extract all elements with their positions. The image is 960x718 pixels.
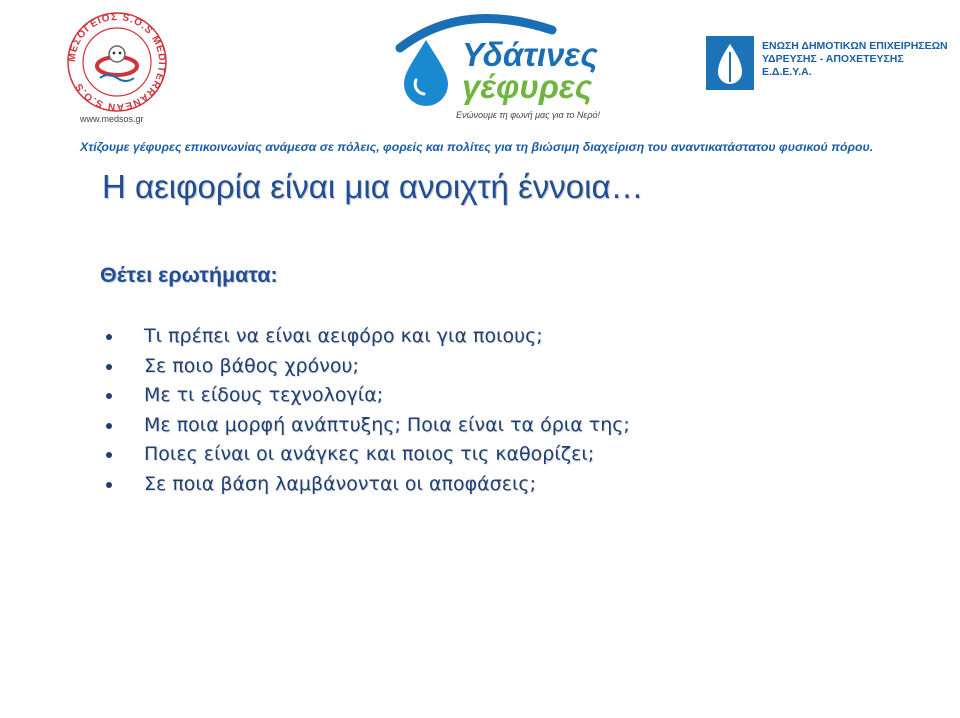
bullet-icon [106,334,112,340]
bullet-icon [106,452,112,458]
slide-title: Η αειφορία είναι μια ανοιχτή έννοια… [102,168,644,205]
edeya-line-2: ΥΔΡΕΥΣΗΣ - ΑΠΟΧΕΤΕΥΣΗΣ [762,53,904,65]
bullet-text: Σε ποιο βάθος χρόνου; [144,354,359,377]
bullet-icon [106,364,112,370]
medsos-url: www.medsos.gr [80,114,144,124]
edeya-line-3: Ε.Δ.Ε.Υ.Α. [762,66,812,78]
medsos-seal-icon [62,10,172,114]
bullet-text: Ποιες είναι οι ανάγκες και ποιος τις καθορίζει; [144,443,595,465]
edeya-text [762,40,948,79]
bullet-text: Σε ποια βάση λαμβάνονται οι αποφάσεις; [144,472,536,495]
header-tagline: Χτίζουμε γέφυρες επικοινωνίας ανάμεσα σε πόλεις, φορείς και πολίτες για τη βιώσιμη διαχείριση του αναντικατάστατου φυσικού πόρου. [80,140,874,154]
leaf-drop-icon [706,36,754,90]
edeya-emblem [706,36,754,90]
slide-header [0,0,960,160]
bullet-icon [106,393,112,399]
bullet-text: Με τι είδους τεχνολογία; [144,384,384,406]
hydro-subtitle: γέφυρες [462,68,593,105]
edeya-line-1: ΕΝΩΣΗ ΔΗΜΟΤΙΚΩΝ ΕΠΙΧΕΙΡΗΣΕΩΝ [762,40,948,52]
slide-subheading: Θέτει ερωτήματα: [100,263,278,287]
bullet-icon [106,423,112,429]
hydro-tagline: Ενώνουμε τη φωνή μας για το Νερό! [456,110,601,120]
bullet-icon [106,482,112,488]
hydro-bridges-logo [392,8,601,126]
bullet-text: Με ποια μορφή ανάπτυξης; Ποια είναι τα όρια της; [144,413,630,436]
edeya-logo [706,36,956,94]
medsos-ring-text: ΜΕΣΟΓΕΙΟΣ S.O.S MEDITERRANEAN S.O.S [66,11,168,113]
bullet-text: Τι πρέπει να είναι αειφόρο και για ποιους; [144,325,543,347]
medsos-logo [62,10,172,132]
hydro-title: Υδάτινες [462,36,598,73]
